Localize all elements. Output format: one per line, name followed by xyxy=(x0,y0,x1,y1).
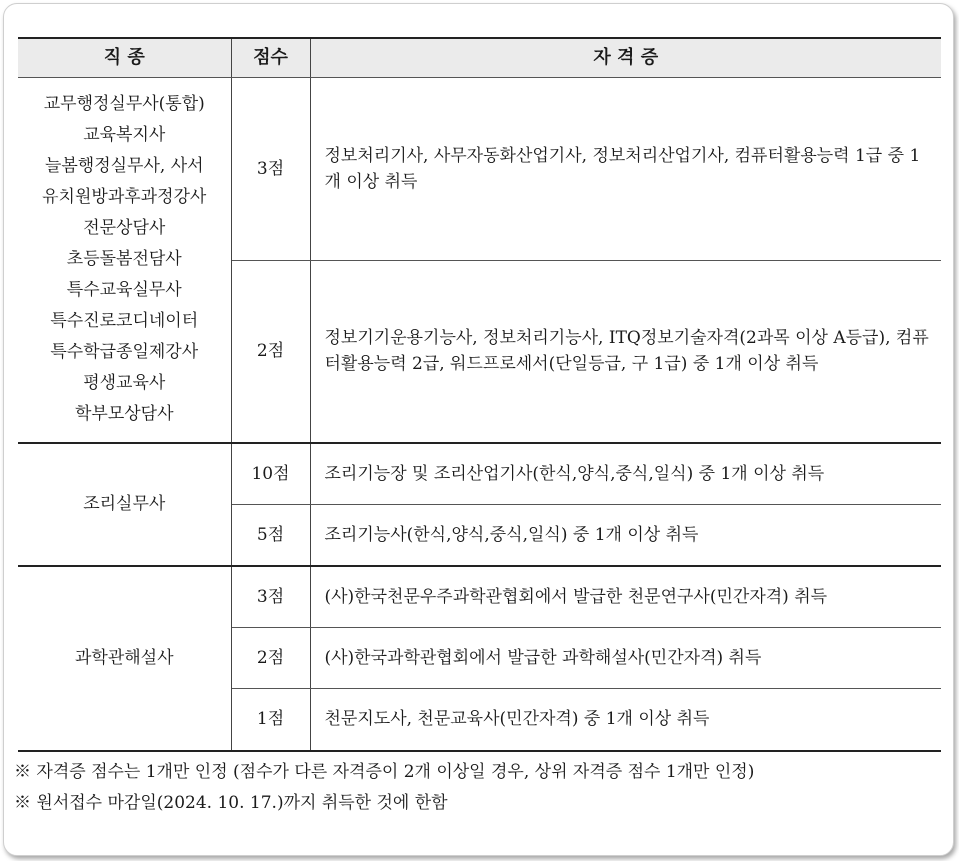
job-name: 유치원방과후과정강사 xyxy=(42,187,207,208)
job-name: 교무행정실무사(통합) xyxy=(43,94,205,115)
job-name: 학부모상담사 xyxy=(74,404,174,425)
table-row xyxy=(18,566,941,628)
certificate-cell: 조리기능사(한식,양식,중식,일식) 중 1개 이상 취득 xyxy=(310,505,941,566)
score-cell: 2점 xyxy=(231,628,310,689)
certificate-cell: 정보처리기사, 사무자동화산업기사, 정보처리산업기사, 컴퓨터활용능력 1급 중 1개 이상 취득 xyxy=(310,78,941,261)
score-cell: 3점 xyxy=(231,78,310,261)
certificate-cell: (사)한국천문우주과학관협회에서 발급한 천문연구사(민간자격) 취득 xyxy=(310,566,941,628)
certificate-cell: (사)한국과학관협회에서 발급한 과학해설사(민간자격) 취득 xyxy=(310,628,941,689)
table-header-row xyxy=(18,38,941,78)
score-cell: 2점 xyxy=(231,261,310,443)
certificate-cell: 조리기능장 및 조리산업기사(한식,양식,중식,일식) 중 1개 이상 취득 xyxy=(310,443,941,505)
header-certificate: 자 격 증 xyxy=(310,38,941,78)
job-name: 특수진로코디네이터 xyxy=(50,311,199,332)
job-name: 특수학급종일제강사 xyxy=(50,342,199,363)
header-score: 점수 xyxy=(231,38,310,78)
certificate-score-table xyxy=(18,37,941,752)
footnote: ※ 자격증 점수는 1개만 인정 (점수가 다른 자격증이 2개 이상일 경우, 상위 자격증 점수 1개만 인정) xyxy=(14,762,755,782)
score-cell: 3점 xyxy=(231,566,310,628)
score-cell: 10점 xyxy=(231,443,310,505)
job-name: 교육복지사 xyxy=(83,125,166,146)
job-name-group2: 조리실무사 xyxy=(18,443,231,566)
footnote: ※ 원서접수 마감일(2024. 10. 17.)까지 취득한 것에 한함 xyxy=(14,793,448,813)
job-name: 늘봄행정실무사, 사서 xyxy=(44,156,204,177)
certificate-cell: 천문지도사, 천문교육사(민간자격) 중 1개 이상 취득 xyxy=(310,689,941,751)
footnotes xyxy=(14,757,944,819)
certificate-cell: 정보기기운용기능사, 정보처리기능사, ITQ정보기술자격(2과목 이상 A등급), 컴퓨터활용능력 2급, 워드프로세서(단일등급, 구 1급) 중 1개 이상 취득 xyxy=(310,261,941,443)
job-name: 특수교육실무사 xyxy=(66,280,182,301)
job-name: 평생교육사 xyxy=(83,373,166,394)
job-name: 전문상담사 xyxy=(83,218,166,239)
header-job-type: 직 종 xyxy=(18,38,231,78)
job-list-group1 xyxy=(18,78,231,443)
score-cell: 1점 xyxy=(231,689,310,751)
score-cell: 5점 xyxy=(231,505,310,566)
job-name-group3: 과학관해설사 xyxy=(18,566,231,751)
table-row xyxy=(18,78,941,261)
table-row xyxy=(18,443,941,505)
job-name: 초등돌봄전담사 xyxy=(66,249,182,270)
